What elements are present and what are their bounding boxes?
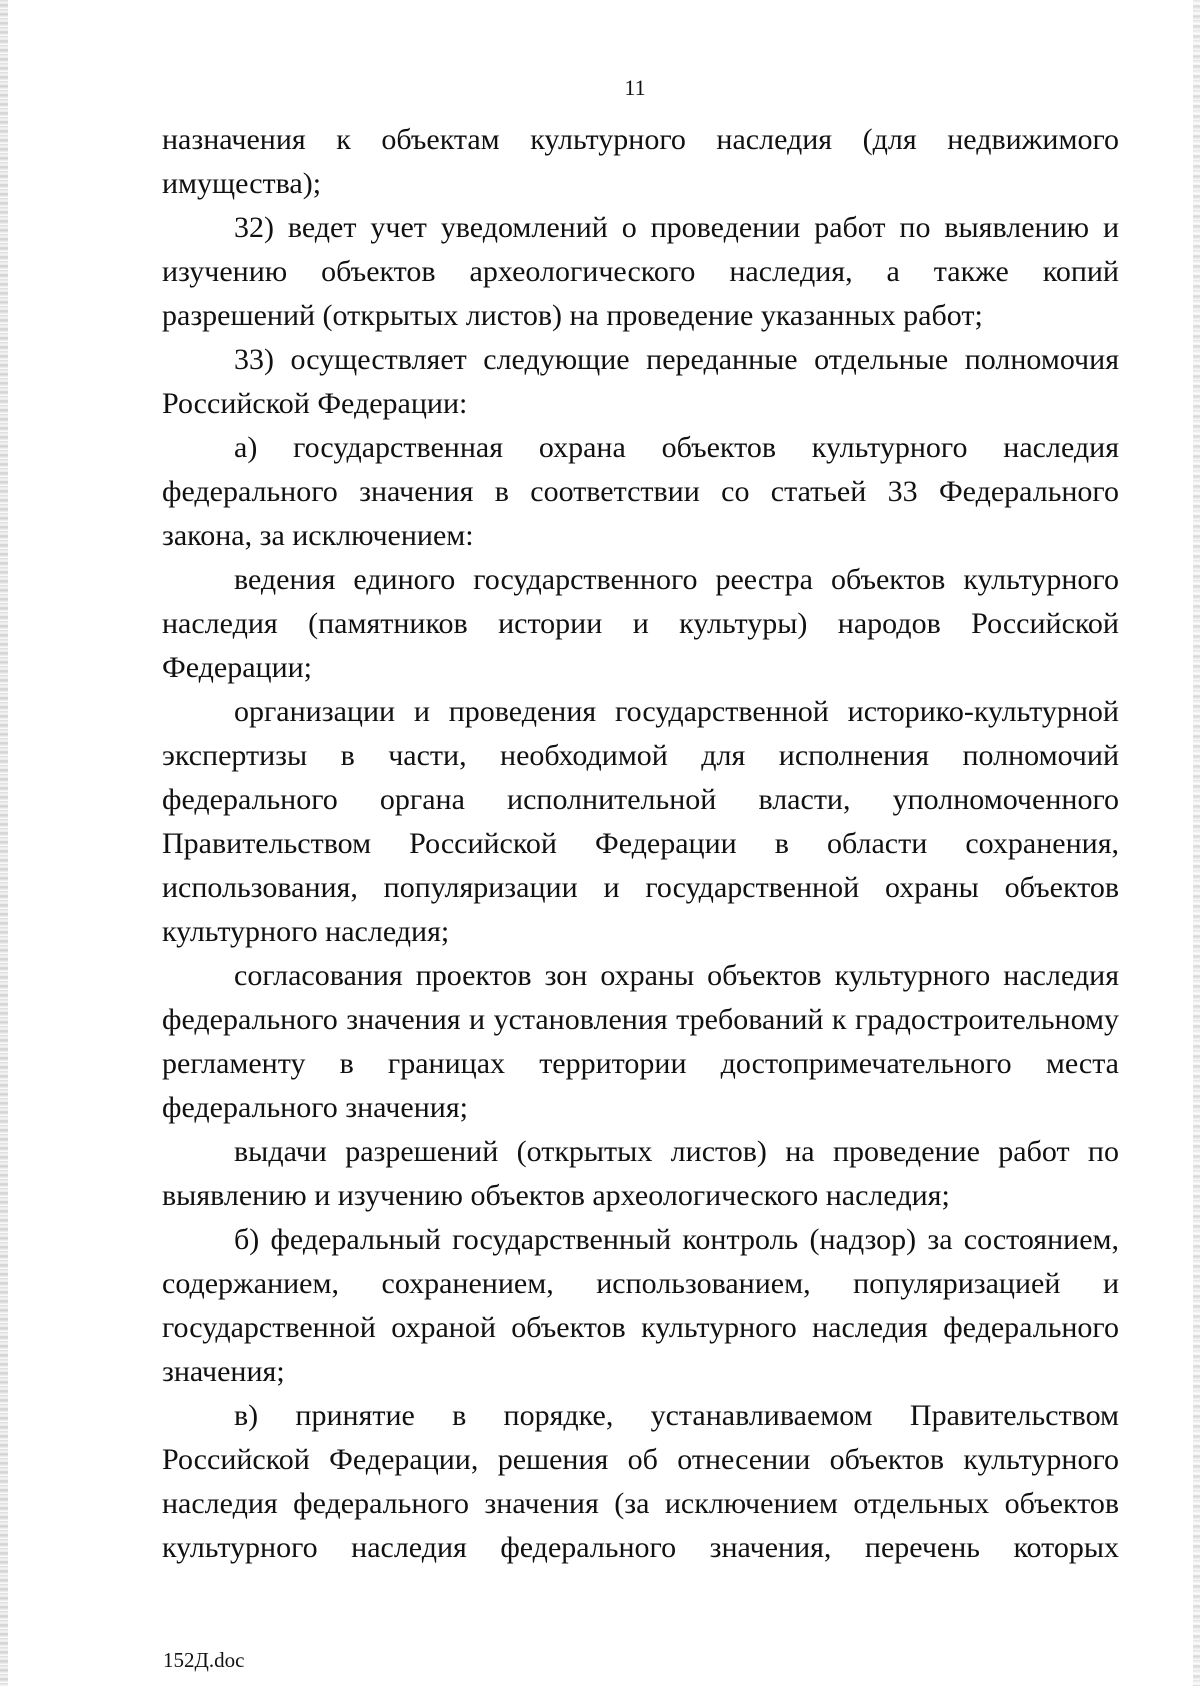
paragraph-exception-zones: согласования проектов зон охраны объектов культурного наследия федерального значения и установления требований к градостроительному регламенту в границах территории достопримечательного места федерального значения;	[162, 959, 1119, 1124]
scan-edge-left	[0, 0, 8, 1686]
paragraph-item-32: 32) ведет учет уведомлений о проведении работ по выявлению и изучению объектов археологического наследия, а также копий разрешений (открытых листов) на проведение указанных работ;	[162, 211, 1119, 332]
paragraph-exception-expertise: организации и проведения государственной историко-культурной экспертизы в части, необходимой для исполнения полномочий федерального органа исполнительной власти, уполномоченного Правительством Российской Федерации в области сохранения, использования, популяризации и государственной охраны объектов культурного наследия;	[162, 695, 1119, 948]
paragraph-exception-permits: выдачи разрешений (открытых листов) на проведение работ по выявлению и изучению объектов археологического наследия;	[162, 1135, 1119, 1212]
footer-filename: 152Д.doc	[163, 1648, 245, 1672]
paragraph-item-33: 33) осуществляет следующие переданные отдельные полномочия Российской Федерации:	[162, 343, 1119, 420]
paragraph-exception-registry: ведения единого государственного реестра объектов культурного наследия (памятников истории и культуры) народов Российской Федерации;	[162, 563, 1119, 684]
paragraph-subitem-v: в) принятие в порядке, устанавливаемом Правительством Российской Федерации, решения об отнесении объектов культурного наследия федерального значения (за исключением отдельных объектов культурного наследия федерального значения, перечень которых	[162, 1399, 1119, 1564]
page-number: 11	[624, 75, 646, 100]
paragraph-continuation: назначения к объектам культурного наследия (для недвижимого имущества);	[162, 123, 1119, 200]
paragraph-subitem-a: а) государственная охрана объектов культурного наследия федерального значения в соответствии со статьей 33 Федерального закона, за исключением:	[162, 431, 1119, 552]
scan-edge-right	[1193, 0, 1200, 1686]
paragraph-subitem-b: б) федеральный государственный контроль (надзор) за состоянием, содержанием, сохранением, использованием, популяризацией и государственной охраной объектов культурного наследия федерального значения;	[162, 1223, 1119, 1388]
document-body	[162, 118, 1119, 1570]
